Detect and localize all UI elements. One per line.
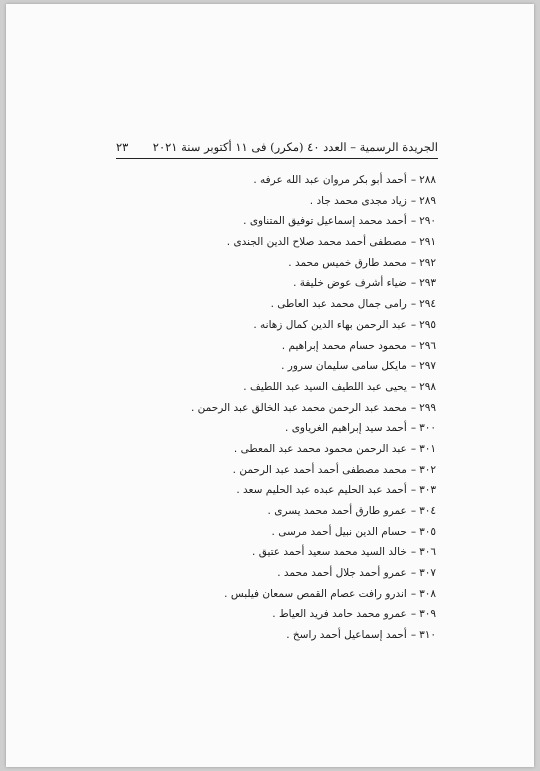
document-page [6,4,534,767]
entry-number: ٣٠٣ [419,484,436,497]
list-item [191,336,436,357]
header-divider [116,158,438,159]
entry-separator: – [410,174,417,186]
entry-name: أحمد أبو بكر مروان عبد الله عرفه . [253,174,407,186]
gazette-header-title: الجريدة الرسمية – العدد ٤٠ (مكرر) فى ١١ أكتوبر سنة ٢٠٢١ [152,140,438,154]
entry-separator: – [410,422,417,435]
entry-number: ٣٠٥ [419,525,436,538]
entry-separator: – [410,380,417,393]
list-item [191,294,436,315]
page-header [116,137,438,157]
entry-name: محمد طارق خميس محمد . [288,256,407,269]
entry-number: ٣٠١ [419,442,436,455]
list-item [191,604,436,625]
entry-name: محمد مصطفى أحمد أحمد عبد الرحمن . [232,463,407,476]
entry-separator: – [410,463,417,476]
list-item [191,439,436,460]
entry-separator: – [410,629,417,642]
entry-number: ٣٠٠ [419,422,436,435]
list-item [191,625,436,646]
entry-number: ٣٠٧ [419,567,436,580]
entry-number: ٣٠٦ [419,546,436,559]
entry-separator: – [410,608,417,621]
entry-number: ٣٠٨ [419,587,436,600]
list-item [191,273,436,294]
entry-number: ٢٩٧ [419,360,436,373]
entry-separator: – [410,525,417,538]
entry-name: أحمد عبد الحليم عبده عبد الحليم سعد . [236,484,407,497]
list-item [191,563,436,584]
entry-separator: – [410,236,417,249]
list-item [191,315,436,336]
entry-number: ٢٨٨ [419,174,436,186]
entry-name: عبد الرحمن محمود محمد عبد المعطى . [233,442,407,455]
entry-separator: – [410,360,417,373]
entry-name: مايكل سامى سليمان سرور . [281,360,407,373]
entry-number: ٢٩٠ [419,215,436,228]
list-item [191,522,436,543]
list-item [191,418,436,439]
entry-separator: – [410,339,417,352]
entry-separator: – [410,298,417,311]
list-item [191,584,436,605]
list-item [191,460,436,481]
entry-name: رامى جمال محمد عبد العاطى . [270,298,407,311]
entry-separator: – [410,318,417,331]
entry-number: ٣٠٩ [419,608,436,621]
list-item [191,356,436,377]
entry-name: محمود حسام محمد إبراهيم . [281,339,407,352]
list-item [191,377,436,398]
entry-number: ٢٩٦ [419,339,436,352]
list-item [191,191,436,212]
entry-separator: – [410,256,417,269]
entry-number: ٢٩٣ [419,277,436,290]
entry-number: ٢٩٩ [419,401,436,414]
entry-name: ضياء أشرف عوض خليفة . [293,277,407,290]
entry-name: عمرو أحمد جلال أحمد محمد . [277,567,407,580]
entry-name: اندرو رافت عصام القمص سمعان فيلبس . [224,587,407,600]
list-item [191,253,436,274]
list-item [191,232,436,253]
entry-name: مصطفى أحمد محمد صلاح الدين الجندى . [226,236,407,249]
list-item [191,398,436,419]
entry-number: ٣٠٢ [419,463,436,476]
list-item [191,170,436,191]
entry-separator: – [410,546,417,559]
entry-name: عبد الرحمن بهاء الدين كمال زهانه . [253,318,407,331]
entry-name: يحيى عبد اللطيف السيد عبد اللطيف . [243,380,407,393]
entry-separator: – [410,194,417,207]
entry-separator: – [410,442,417,455]
entry-name: عمرو محمد حامد فريد العياط . [272,608,407,621]
names-list [191,170,436,646]
entry-number: ٢٩١ [419,236,436,249]
entry-number: ٢٩٢ [419,256,436,269]
entry-name: محمد عبد الرحمن محمد عبد الخالق عبد الرحمن . [191,401,407,414]
page-number: ٢٣ [116,140,129,154]
list-item [191,542,436,563]
entry-number: ٣١٠ [419,629,436,642]
entry-separator: – [410,505,417,517]
entry-separator: – [410,567,417,580]
entry-name: أحمد إسماعيل أحمد راسخ . [286,629,407,642]
entry-separator: – [410,215,417,228]
entry-name: عمرو طارق أحمد محمد يسرى . [267,505,407,517]
entry-name: خالد السيد محمد سعيد أحمد عتيق . [252,546,407,559]
entry-number: ٢٩٨ [419,380,436,393]
entry-separator: – [410,401,417,414]
list-item [191,211,436,232]
entry-separator: – [410,484,417,497]
entry-name: أحمد سيد إبراهيم الغرياوى . [285,422,407,435]
entry-number: ٢٩٥ [419,318,436,331]
entry-number: ٢٨٩ [419,194,436,207]
list-item [191,480,436,501]
entry-separator: – [410,587,417,600]
entry-name: أحمد محمد إسماعيل توفيق المتناوى . [243,215,407,228]
entry-separator: – [410,277,417,290]
list-item [191,501,436,522]
entry-number: ٣٠٤ [419,505,436,517]
entry-name: زياد مجدى محمد جاد . [309,194,407,207]
entry-number: ٢٩٤ [419,298,436,311]
entry-name: حسام الدين نبيل أحمد مرسى . [271,525,407,538]
